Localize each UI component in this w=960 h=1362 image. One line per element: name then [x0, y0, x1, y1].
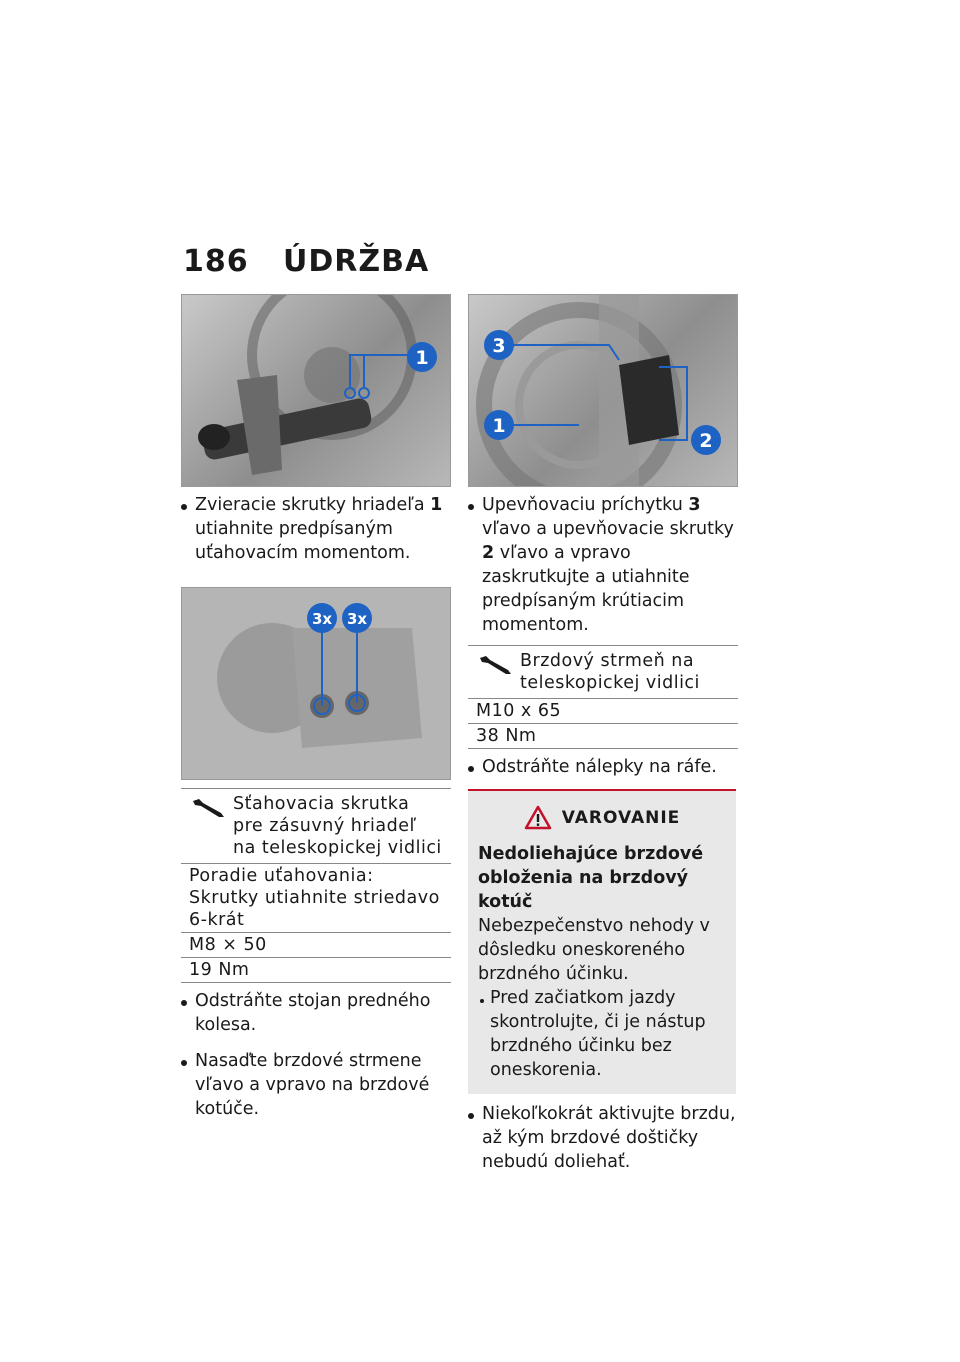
torque-spec-row: M8 × 50	[181, 933, 451, 958]
bullet-ref: 1	[430, 495, 443, 515]
torque-spec-row: M10 x 65	[468, 699, 738, 724]
warning-text: Nebezpečenstvo nehody v dôsledku oneskoreného brzdného účinku.	[478, 916, 710, 984]
list-item	[468, 493, 738, 637]
torque-spec-title: Brzdový strmeň na teleskopickej vidlici	[520, 651, 700, 693]
list-item	[181, 989, 451, 1037]
torque-spec-table	[468, 645, 738, 749]
torque-spec-row: 38 Nm	[468, 724, 738, 749]
bullet-ref: 3	[688, 495, 701, 515]
bullet-text: vľavo a vpravo zaskrutkujte a utiahnite predpísaným krútiacim momentom.	[482, 543, 690, 635]
left-column	[181, 294, 451, 1121]
bullet-text: Upevňovaciu príchytku	[482, 495, 689, 515]
callout-label-3: 3	[492, 335, 506, 357]
torque-spec-row: 19 Nm	[181, 958, 451, 983]
torque-spec-table	[181, 788, 451, 983]
list-item	[468, 755, 738, 779]
bullet-text: Odstráňte nálepky na ráfe.	[482, 757, 717, 777]
torque-wrench-icon	[478, 654, 514, 676]
bullet-text: Nasaďte brzdové strmene vľavo a vpravo na brzdové kotúče.	[195, 1051, 430, 1119]
callout-label-3x-b: 3x	[346, 610, 368, 628]
bullet-dot	[468, 493, 478, 637]
callout-label-1: 1	[492, 415, 506, 437]
callout-label-1: 1	[415, 347, 429, 369]
bullet-dot	[181, 1049, 191, 1121]
torque-spec-title: Sťahovacia skrutka pre zásuvný hriadeľ na teleskopickej vidlici	[233, 794, 442, 858]
callout-label-3x-a: 3x	[311, 610, 333, 628]
bullet-text: Odstráňte stojan predného kolesa.	[195, 991, 431, 1035]
warning-triangle-icon	[524, 805, 552, 830]
bullet-dot	[468, 1102, 478, 1174]
bullet-ref: 2	[482, 543, 495, 563]
list-item	[468, 1102, 738, 1174]
bullet-text: vľavo a upevňovacie skrutky	[482, 519, 734, 539]
warning-label: VAROVANIE	[561, 807, 681, 828]
torque-spec-header	[181, 789, 451, 864]
callout-label-2: 2	[699, 430, 713, 452]
bullet-dot	[468, 755, 478, 779]
bullet-text: utiahnite predpísaným uťahovacím momentom.	[195, 519, 411, 563]
bullet-text: Zvieracie skrutky hriadeľa	[195, 495, 431, 515]
bullet-dot	[181, 493, 191, 565]
warning-header	[478, 805, 726, 830]
torque-spec-row: Poradie uťahovania: Skrutky utiahnite striedavo 6-krát	[181, 864, 451, 933]
page-number: 186	[183, 244, 249, 279]
photo-brake-caliper	[468, 294, 738, 487]
photo-axle-clamp-bolts	[181, 294, 451, 487]
photo-pinch-bolts	[181, 587, 451, 780]
page-title: ÚDRŽBA	[283, 244, 430, 279]
right-column	[468, 294, 738, 1174]
bullet-dot	[478, 986, 490, 1082]
bullet-dot	[181, 989, 191, 1037]
list-item	[181, 493, 451, 565]
torque-wrench-icon	[191, 797, 227, 819]
warning-list-item	[478, 986, 726, 1082]
warning-box	[468, 789, 736, 1094]
list-item	[181, 1049, 451, 1121]
warning-item-text: Pred začiatkom jazdy skontrolujte, či je nástup brzdného účinku bez oneskorenia.	[490, 988, 706, 1080]
bullet-text: Niekoľkokrát aktivujte brzdu, až kým brzdové doštičky nebudú doliehať.	[482, 1104, 736, 1172]
torque-spec-header	[468, 646, 738, 699]
warning-subtitle: Nedoliehajúce brzdové obloženia na brzdový kotúč	[478, 844, 704, 912]
